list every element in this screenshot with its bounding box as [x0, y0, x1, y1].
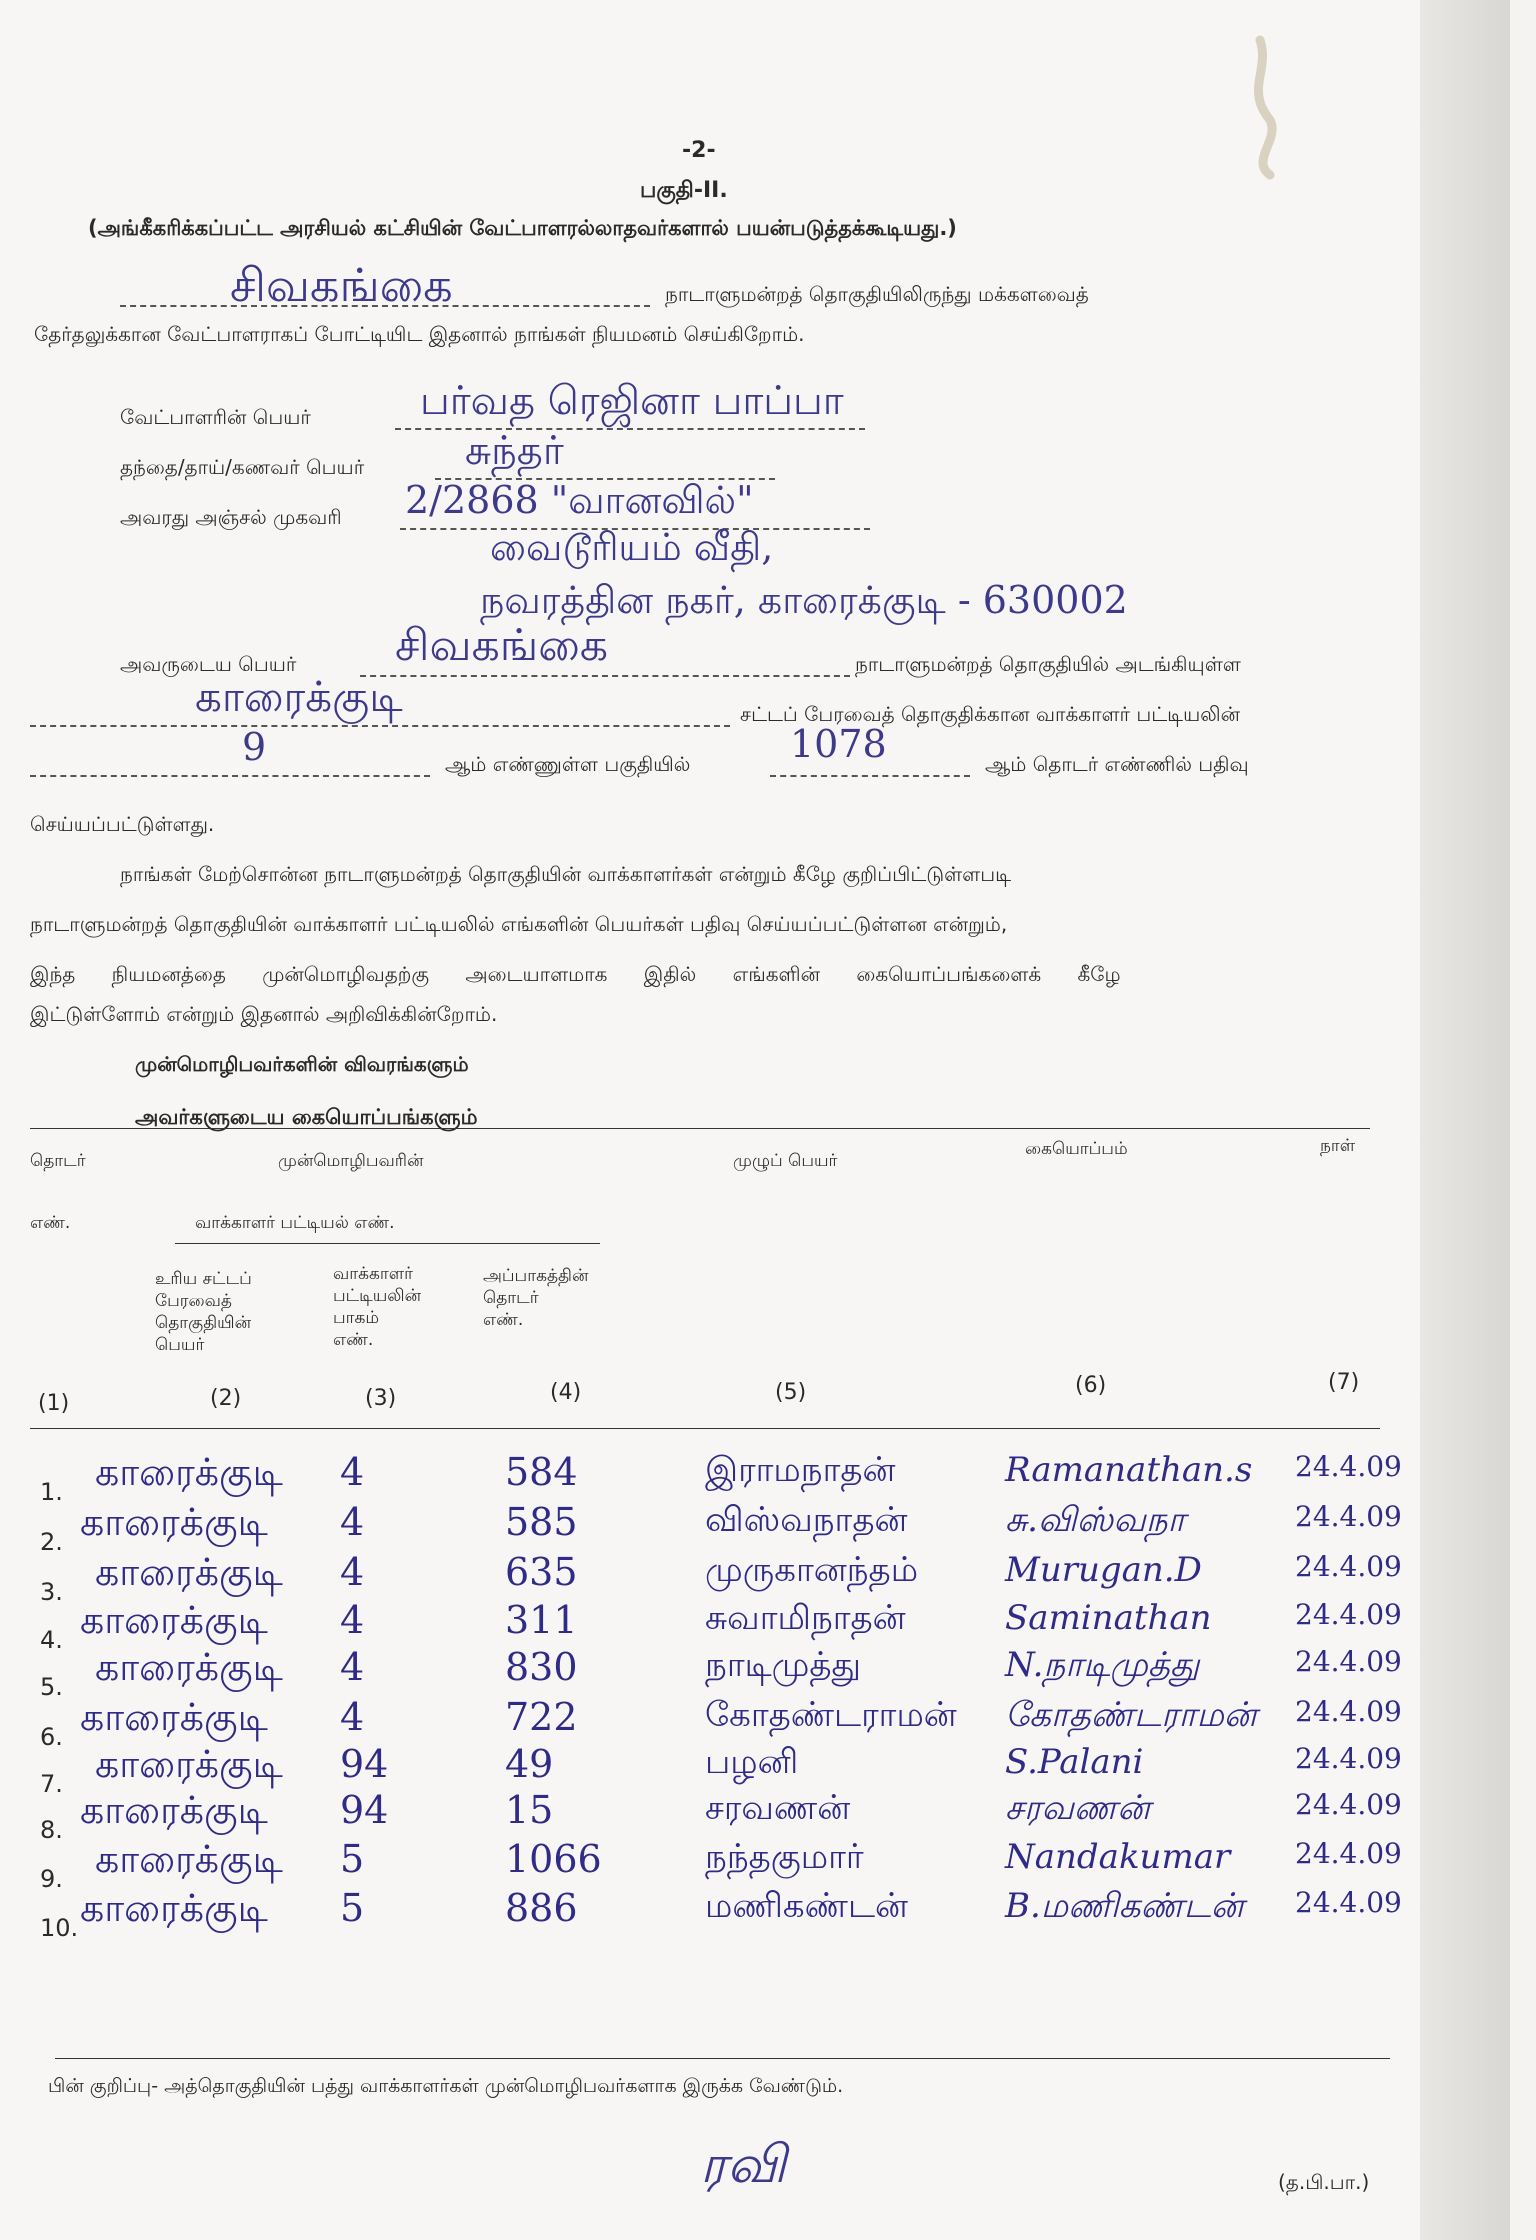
col-num-1: (1) — [38, 1391, 70, 1416]
row-part: 5 — [340, 1886, 365, 1930]
row-part: 94 — [340, 1788, 389, 1832]
serial-number-value: 1078 — [790, 722, 887, 766]
header-sub-rule — [175, 1243, 600, 1244]
row-serial: 1. — [40, 1478, 63, 1506]
row-part: 4 — [340, 1645, 365, 1689]
ac-name-value: காரைக்குடி — [195, 672, 403, 721]
row-assembly: காரைக்குடி — [95, 1837, 283, 1881]
declaration-line1: நாங்கள் மேற்சொன்ன நாடாளுமன்றத் தொகுதியின் வாக்காளர்கள் என்றும் கீழே குறிப்பிட்டுள்ளபடி — [120, 862, 1012, 886]
row-part: 4 — [340, 1550, 365, 1594]
row-signature: S.Palani — [1005, 1742, 1144, 1782]
ac-text: சட்டப் பேரவைத் தொகுதிக்கான வாக்காளர் பட்டியலின் — [740, 702, 1240, 726]
row-assembly: காரைக்குடி — [95, 1450, 283, 1494]
address-line2: வைடூரியம் வீதி, — [490, 525, 774, 569]
declaration-line3: இந்த நியமனத்தை முன்மொழிவதற்கு அடையாளமாக இதில் எங்களின் கையொப்பங்களைக் கீழே — [30, 962, 1121, 986]
row-full-name: நாடிமுத்து — [705, 1645, 862, 1685]
row-full-name: நந்தகுமார் — [705, 1837, 864, 1877]
row-serial: 2. — [40, 1528, 63, 1556]
row-serial: 10. — [40, 1914, 79, 1942]
row-serial: 9. — [40, 1865, 63, 1893]
section-title-2: அவர்களுடைய கையொப்பங்களும் — [135, 1105, 478, 1129]
row-signature: கோதண்டராமன் — [1005, 1695, 1257, 1735]
row-part: 4 — [340, 1500, 365, 1544]
row-signature: N.நாடிமுத்து — [1005, 1645, 1200, 1685]
col-num-6: (6) — [1075, 1373, 1107, 1398]
row-full-name: சரவணன் — [705, 1788, 851, 1828]
row-serial: 3. — [40, 1578, 63, 1606]
row-serial-number: 49 — [505, 1742, 554, 1786]
footer-note: பின் குறிப்பு- அத்தொகுதியின் பத்து வாக்காளர்கள் முன்மொழிபவர்களாக இருக்க வேண்டும். — [48, 2075, 844, 2097]
parent-name-value: சுந்தர் — [465, 428, 564, 474]
address-line1: 2/2868 "வானவில்" — [405, 478, 754, 522]
header-col3: வாக்காளர் பட்டியலின் பாகம் எண். — [333, 1264, 422, 1350]
header-serial-2: எண். — [30, 1213, 71, 1233]
constituency-handwritten: சிவகங்கை — [230, 258, 453, 312]
row-serial: 5. — [40, 1673, 63, 1701]
address-label: அவரது அஞ்சல் முகவரி — [120, 505, 342, 529]
registration-label: அவருடைய பெயர் — [120, 652, 297, 676]
header-proposer-1: முன்மொழிபவரின் — [278, 1151, 424, 1171]
row-assembly: காரைக்குடி — [95, 1742, 283, 1786]
candidate-name-value: பர்வத ரெஜினா பாப்பா — [420, 378, 844, 424]
row-full-name: முருகானந்தம் — [705, 1550, 919, 1590]
string-tie-icon — [1240, 30, 1300, 180]
row-serial-number: 722 — [505, 1695, 578, 1739]
header-col4: அப்பாகத்தின் தொடர் எண். — [483, 1266, 589, 1330]
row-serial-number: 830 — [505, 1645, 578, 1689]
declaration-line4: இட்டுள்ளோம் என்றும் இதனால் அறிவிக்கின்றோம். — [30, 1002, 498, 1026]
row-date: 24.4.09 — [1295, 1695, 1402, 1728]
row-signature: B.மணிகண்டன் — [1005, 1886, 1244, 1926]
header-date: நாள் — [1320, 1136, 1356, 1156]
serial-text: ஆம் தொடர் எண்ணில் பதிவு — [985, 752, 1249, 776]
row-serial: 8. — [40, 1816, 63, 1844]
pc-name-value: சிவகங்கை — [395, 620, 609, 671]
row-part: 94 — [340, 1742, 389, 1786]
part-heading: பகுதி-II. — [640, 178, 728, 203]
footer-signature: ரவி — [700, 2135, 787, 2195]
row-full-name: இராமநாதன் — [705, 1450, 896, 1490]
form-code: (த.பி.பா.) — [1278, 2170, 1370, 2194]
row-part: 4 — [340, 1450, 365, 1494]
row-assembly: காரைக்குடி — [80, 1598, 268, 1642]
row-date: 24.4.09 — [1295, 1788, 1402, 1821]
nomination-text: தேர்தலுக்கான வேட்பாளராகப் போட்டியிட இதனால் நாங்கள் நியமனம் செய்கிறோம். — [34, 322, 805, 346]
row-date: 24.4.09 — [1295, 1550, 1402, 1583]
col-num-2: (2) — [210, 1386, 242, 1411]
row-full-name: விஸ்வநாதன் — [705, 1500, 908, 1540]
row-date: 24.4.09 — [1295, 1837, 1402, 1870]
row-full-name: சுவாமிநாதன் — [705, 1598, 906, 1638]
blank-line — [30, 775, 430, 777]
row-signature: சு.விஸ்வநா — [1005, 1500, 1186, 1540]
part-number-value: 9 — [242, 725, 267, 769]
section-title-1: முன்மொழிபவர்களின் விவரங்களும் — [135, 1052, 469, 1076]
pc-text: நாடாளுமன்றத் தொகுதியில் அடங்கியுள்ள — [855, 652, 1241, 676]
part-text: ஆம் எண்ணுள்ள பகுதியில் — [445, 752, 691, 776]
row-date: 24.4.09 — [1295, 1500, 1402, 1533]
row-signature: Murugan.D — [1005, 1550, 1202, 1590]
row-serial-number: 635 — [505, 1550, 578, 1594]
row-serial: 7. — [40, 1770, 63, 1798]
row-part: 5 — [340, 1837, 365, 1881]
row-full-name: பழனி — [705, 1742, 799, 1782]
col-num-5: (5) — [775, 1380, 807, 1405]
col-num-3: (3) — [365, 1386, 397, 1411]
row-serial-number: 886 — [505, 1886, 578, 1930]
candidate-name-label: வேட்பாளரின் பெயர் — [120, 405, 311, 429]
page-edge — [1420, 0, 1510, 2240]
col-num-4: (4) — [550, 1380, 582, 1405]
header-serial-1: தொடர் — [30, 1151, 86, 1171]
row-signature: சரவணன் — [1005, 1788, 1151, 1828]
declaration-line2: நாடாளுமன்றத் தொகுதியின் வாக்காளர் பட்டியலில் எங்களின் பெயர்கள் பதிவு செய்யப்பட்டுள்ளன என்றும், — [30, 912, 1008, 936]
row-date: 24.4.09 — [1295, 1450, 1402, 1483]
row-signature: Saminathan — [1005, 1598, 1212, 1638]
header-col2: உரிய சட்டப் பேரவைத் தொகுதியின் பெயர் — [155, 1269, 252, 1355]
header-signature: கையொப்பம் — [1025, 1139, 1128, 1159]
row-date: 24.4.09 — [1295, 1598, 1402, 1631]
row-serial-number: 1066 — [505, 1837, 602, 1881]
row-serial-number: 15 — [505, 1788, 554, 1832]
row-assembly: காரைக்குடி — [80, 1695, 268, 1739]
row-serial-number: 585 — [505, 1500, 578, 1544]
table-header-rule — [30, 1428, 1380, 1429]
col-num-7: (7) — [1328, 1370, 1360, 1395]
row-date: 24.4.09 — [1295, 1886, 1402, 1919]
row-signature: Ramanathan.s — [1005, 1450, 1253, 1490]
row-assembly: காரைக்குடி — [80, 1886, 268, 1930]
row-signature: Nandakumar — [1005, 1837, 1231, 1877]
row-date: 24.4.09 — [1295, 1742, 1402, 1775]
parent-name-label: தந்தை/தாய்/கணவர் பெயர் — [120, 455, 365, 479]
blank-line — [770, 775, 970, 777]
row-assembly: காரைக்குடி — [95, 1645, 283, 1689]
row-assembly: காரைக்குடி — [80, 1500, 268, 1544]
row-serial-number: 584 — [505, 1450, 578, 1494]
address-line3: நவரத்தின நகர், காரைக்குடி - 630002 — [480, 578, 1128, 622]
page-number: -2- — [682, 138, 716, 163]
row-part: 4 — [340, 1695, 365, 1739]
constituency-text: நாடாளுமன்றத் தொகுதியிலிருந்து மக்களவைத் — [665, 282, 1089, 306]
row-serial: 4. — [40, 1626, 63, 1654]
row-serial-number: 311 — [505, 1598, 578, 1642]
table-top-rule — [30, 1128, 1370, 1129]
row-full-name: கோதண்டராமன் — [705, 1695, 957, 1735]
footer-rule — [55, 2058, 1390, 2059]
row-date: 24.4.09 — [1295, 1645, 1402, 1678]
row-full-name: மணிகண்டன் — [705, 1886, 908, 1926]
row-assembly: காரைக்குடி — [80, 1788, 268, 1832]
header-full-name: முழுப் பெயர் — [733, 1151, 838, 1171]
row-serial: 6. — [40, 1723, 63, 1751]
registered-text: செய்யப்பட்டுள்ளது. — [30, 812, 215, 836]
header-proposer-2: வாக்காளர் பட்டியல் எண். — [195, 1213, 395, 1233]
row-part: 4 — [340, 1598, 365, 1642]
form-subtitle: (அங்கீகரிக்கப்பட்ட அரசியல் கட்சியின் வேட்பாளரல்லாதவர்களால் பயன்படுத்தக்கூடியது.) — [88, 216, 957, 240]
row-assembly: காரைக்குடி — [95, 1550, 283, 1594]
